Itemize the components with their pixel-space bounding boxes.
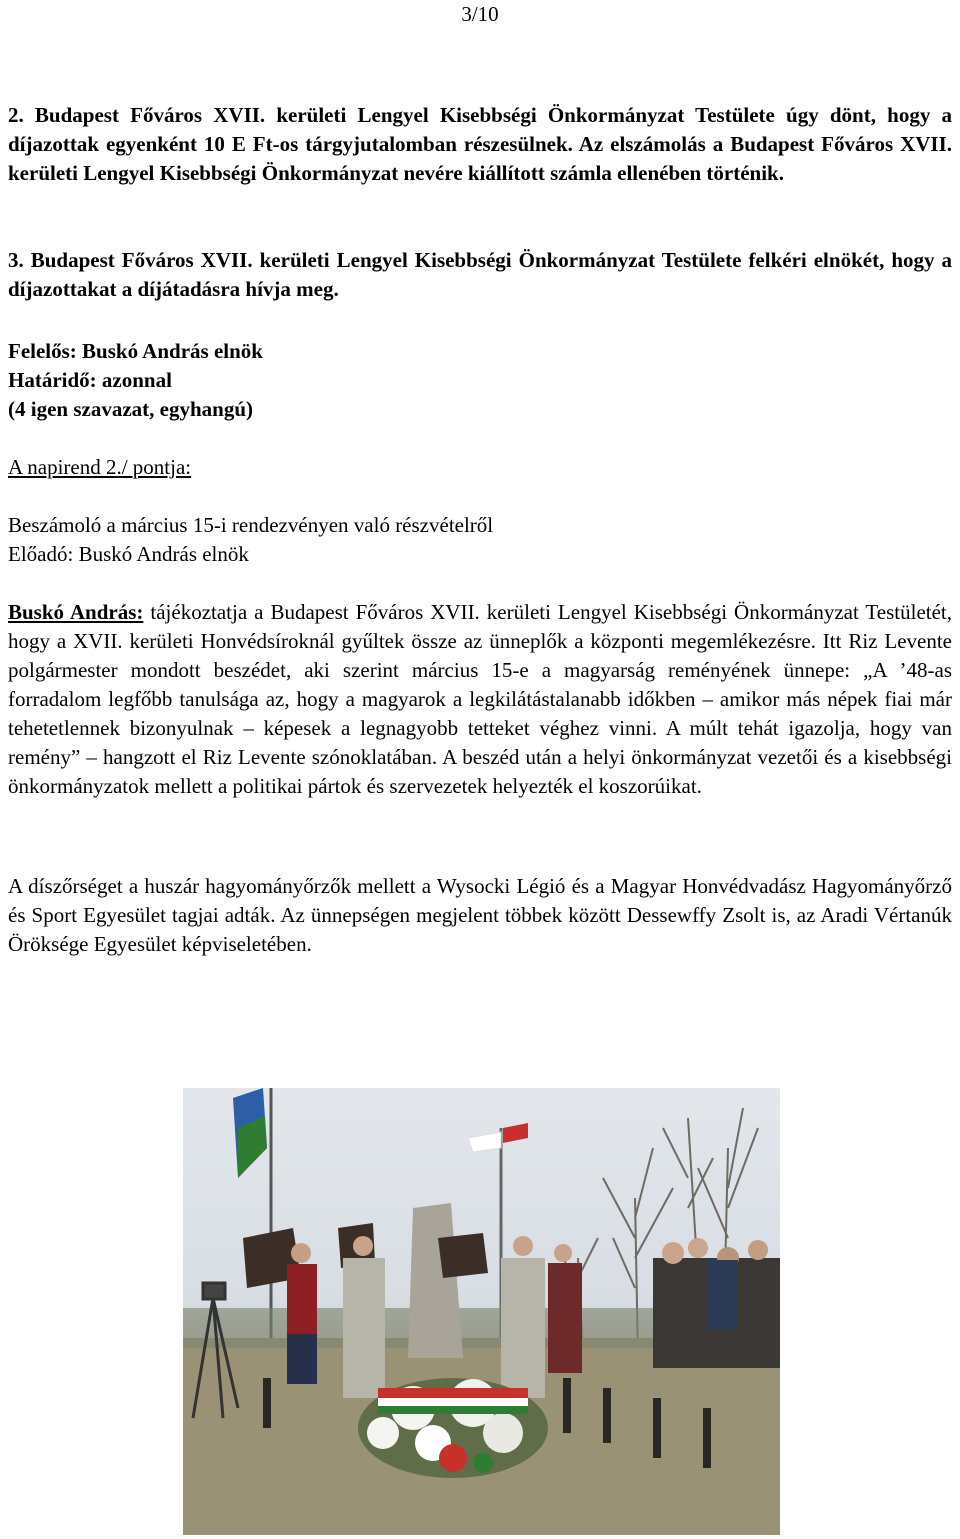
- wreaths: [358, 1378, 548, 1478]
- photo-scene: [183, 1088, 780, 1535]
- report-text: tájékoztatja a Budapest Főváros XVII. kerületi Lengyel Kisebbségi Önkormányzat Testületét, hogy a XVII. kerületi Honvédsíroknál gyűltek össze az ünneplők a központi megemlékezésre. Itt Riz Levente polgármester mondott beszédet, aki szerint március 15-e a magyarság reményének ünnepe: „A ’48-as forradalom legfőbb tanulsága az, hogy a magyarok a legkilátástalanabb időkben – amikor más népek fiai már tehetetlennek bizonyulnak – képesek a legnagyobb tetteket véghez vinni. A múlt tehát igazolja, hogy van remény” – hangzott el Riz Levente szónoklatában. A beszéd után a helyi önkormányzat vezetői és a kisebbségi önkormányzatok mellett a politikai pártok és szervezetek helyezték el koszorúikat.: [8, 600, 953, 798]
- speaker-name: Buskó András:: [8, 600, 144, 624]
- agenda-title: Beszámoló a március 15-i rendezvényen való részvételről: [8, 513, 494, 537]
- commemoration-photo: [183, 1088, 780, 1535]
- honor-guard-paragraph: A díszőrséget a huszár hagyományőrzők mellett a Wysocki Légió és a Magyar Honvédvadász Hagyományőrző és Sport Egyesület tagjai adták. Az ünnepségen megjelent többek között Dessewffy Zsolt is, az Aradi Vértanúk Öröksége Egyesület képviseletében.: [8, 874, 952, 956]
- deadline-line: Határidő: azonnal: [8, 368, 172, 392]
- monument-stone: [408, 1203, 463, 1358]
- resolution-item-2: 2. Budapest Főváros XVII. kerületi Lengyel Kisebbségi Önkormányzat Testülete úgy dönt, hogy a díjazottak egyenként 10 E Ft-os tárgyjutalomban részesülnek. Az elszámolás a Budapest Főváros XVII. kerületi Lengyel Kisebbségi Önkormányzat nevére kiállított számla ellenében történik.: [8, 103, 952, 185]
- report-paragraph: [8, 598, 952, 801]
- crowd: [653, 1238, 780, 1368]
- responsible-line: Felelős: Buskó András elnök: [8, 339, 263, 363]
- agenda-heading: A napirend 2./ pontja:: [8, 455, 192, 479]
- agenda-presenter: Előadó: Buskó András elnök: [8, 542, 249, 566]
- hussar-guard: [287, 1243, 317, 1384]
- flag-red-icon: [503, 1123, 528, 1143]
- vote-line: (4 igen szavazat, egyhangú): [8, 397, 253, 421]
- flag-white-icon: [468, 1132, 501, 1152]
- resolution-item-3: 3. Budapest Főváros XVII. kerületi Lengyel Kisebbségi Önkormányzat Testülete felkéri elnökét, hogy a díjazottakat a díjátadásra hívja meg.: [8, 248, 952, 301]
- page-number: 3/10: [461, 2, 499, 26]
